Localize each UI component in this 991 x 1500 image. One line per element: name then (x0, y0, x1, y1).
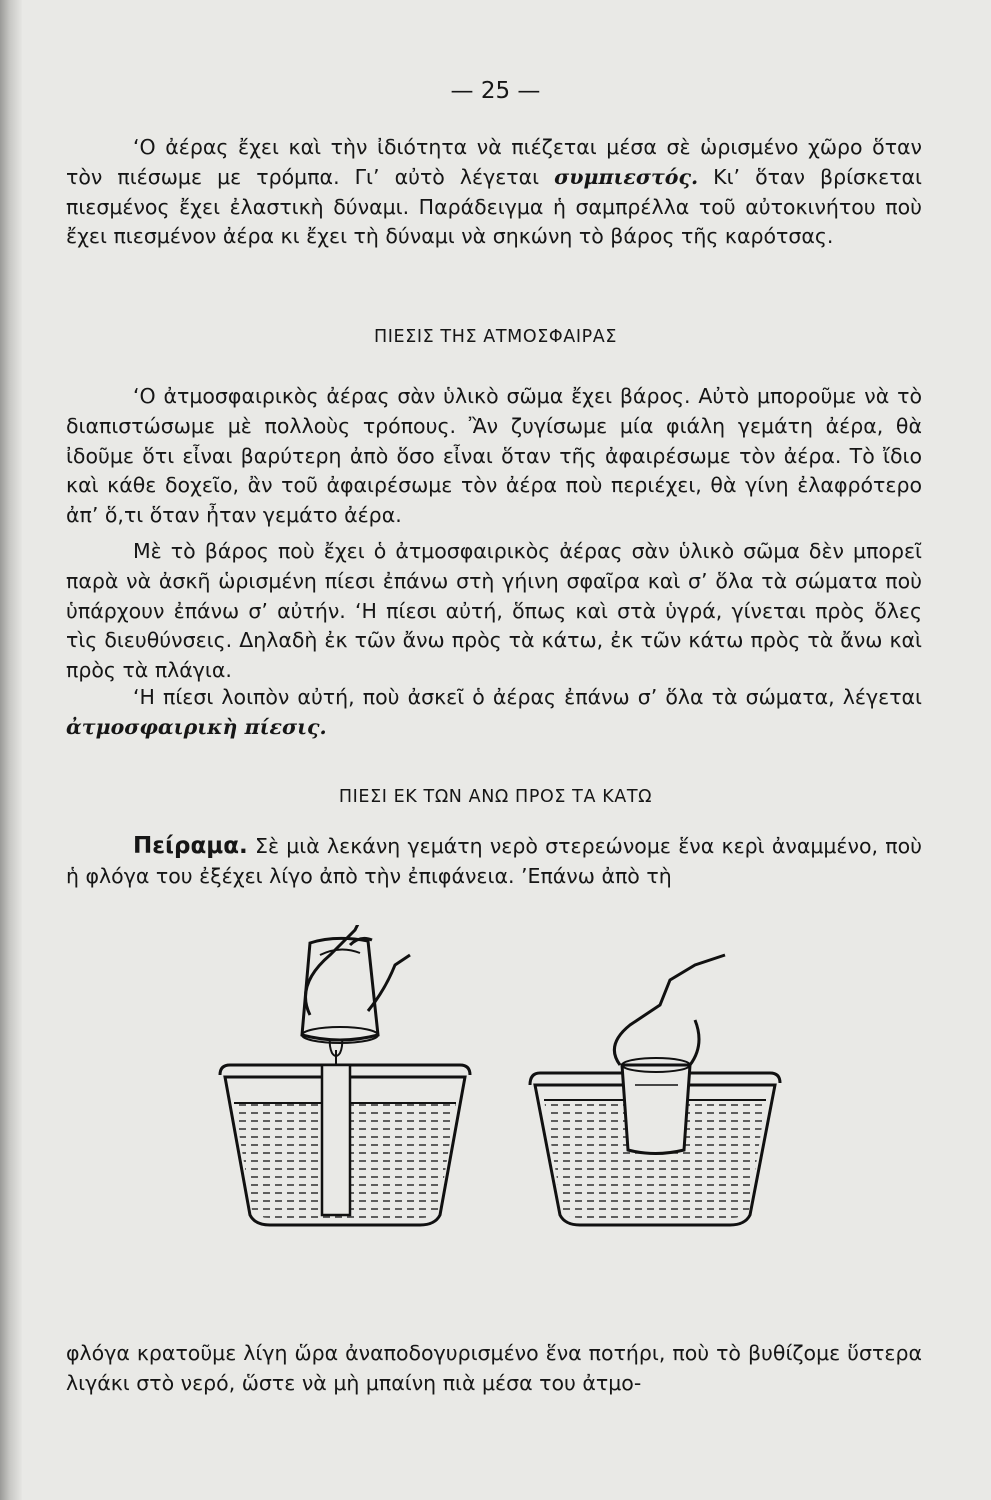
emphasis-term: ἀτμοσφαιρικὴ πίεσις. (66, 714, 327, 739)
paragraph-experiment (66, 832, 922, 892)
paragraph-compressibility (66, 133, 922, 252)
section-heading-atmospheric-pressure: ΠΙΕΣΙΣ ΤΗΣ ΑΤΜΟΣΦΑΙΡΑΣ (374, 327, 617, 347)
paragraph-text: Σὲ μιὰ λεκάνη γεμάτη νερὸ στερεώνομε ἕνα κερὶ ἀναμμένο, ποὺ ἡ φλόγα του ἐξέχει λίγο ἀπὸ τὴν ἐπιφάνεια. ’Επάνω ἀπὸ τὴ (66, 834, 922, 888)
emphasis-term: συμπιεστός. (554, 164, 699, 189)
paragraph-air-weight: ‘Ο ἀτμοσφαιρικὸς ἀέρας σὰν ὑλικὸ σῶμα ἔχει βάρος. Αὐτὸ μποροῦμε νὰ τὸ διαπιστώσωμε μὲ πολλοὺς τρόπους. Ἂν ζυγίσωμε μία φιάλη γεμάτη ἀέρα, θὰ ἰδοῦμε ὅτι εἶναι βαρύτερη ἀπὸ ὅσο εἶναι ὅταν τῆς ἀφαιρέσωμε τὸν ἀέρα. Τὸ ἴδιο καὶ κάθε δοχεῖο, ἂν τοῦ ἀφαιρέσωμε τὸν ἀέρα ποὺ περιέχει, θὰ γίνη ἐλαφρότερο ἀπ’ ὅ,τι ὅταν ἦταν γεμάτο ἀέρα. (66, 384, 922, 528)
experiment-illustration (190, 925, 810, 1275)
experiment-label: Πείραμα. (133, 833, 248, 859)
paragraph-pressure-directions: Μὲ τὸ βάρος ποὺ ἔχει ὁ ἀτμοσφαιρικὸς ἀέρας σὰν ὑλικὸ σῶμα δὲν μπορεῖ παρὰ νὰ ἀσκῆ ὡρισμένη πίεσι ἐπάνω στὴ γήινη σφαῖρα καὶ σ’ ὅλα τὰ σώματα ποὺ ὑπάρχουν ἐπάνω σ’ αὐτήν. ‘Η πίεσι αὐτή, ὅπως καὶ στὰ ὑγρά, γίνεται πρὸς ὅλες τὶς διευθύνσεις. Δηλαδὴ ἐκ τῶν ἄνω πρὸς τὰ κάτω, ἐκ τῶν κάτω πρὸς τὰ ἄνω καὶ πρὸς τὰ πλάγια. (66, 539, 922, 683)
paragraph-text: ‘Η πίεσι λοιπὸν αὐτή, ποὺ ἀσκεῖ ὁ ἀέρας ἐπάνω σ’ ὅλα τὰ σώματα, λέγεται (133, 685, 922, 709)
section-heading-top-down-pressure: ΠΙΕΣΙ ΕΚ ΤΩΝ ΑΝΩ ΠΡΟΣ ΤΑ ΚΑΤΩ (338, 787, 653, 807)
left-basin-figure (220, 925, 470, 1225)
right-basin-figure (530, 955, 780, 1225)
page-binding-shadow (0, 0, 22, 1500)
paragraph-text: ‘Ο ἀέρας ἔχει καὶ τὴν ἰδιότητα νὰ πιέζεται μέσα σὲ ὡρισμένο χῶρο ὅταν τὸν πιέσωμε με τρόμπα. Γι’ αὐτὸ λέγεται (66, 135, 922, 189)
paragraph-text: Κι’ ὅταν βρίσκεται πιεσμένος ἔχει ἐλαστικὴ δύναμι. Παράδειγμα ἡ σαμπρέλλα τοῦ αὐτοκινήτου ποὺ ἔχει πιεσμένον ἀέρα κι ἔχει τὴ δύναμι νὰ σηκώνη τὸ βάρος τῆς καρότσας. (66, 164, 922, 249)
paragraph-continuation: φλόγα κρατοῦμε λίγη ὥρα ἀναποδογυρισμένο ἕνα ποτήρι, ποὺ τὸ βυθίζομε ὕστερα λιγάκι στὸ νερό, ὥστε νὰ μὴ μπαίνη πιὰ μέσα του ἀτμο- (66, 1341, 922, 1395)
paragraph-definition (66, 683, 922, 743)
page-number: — 25 — (450, 78, 541, 104)
